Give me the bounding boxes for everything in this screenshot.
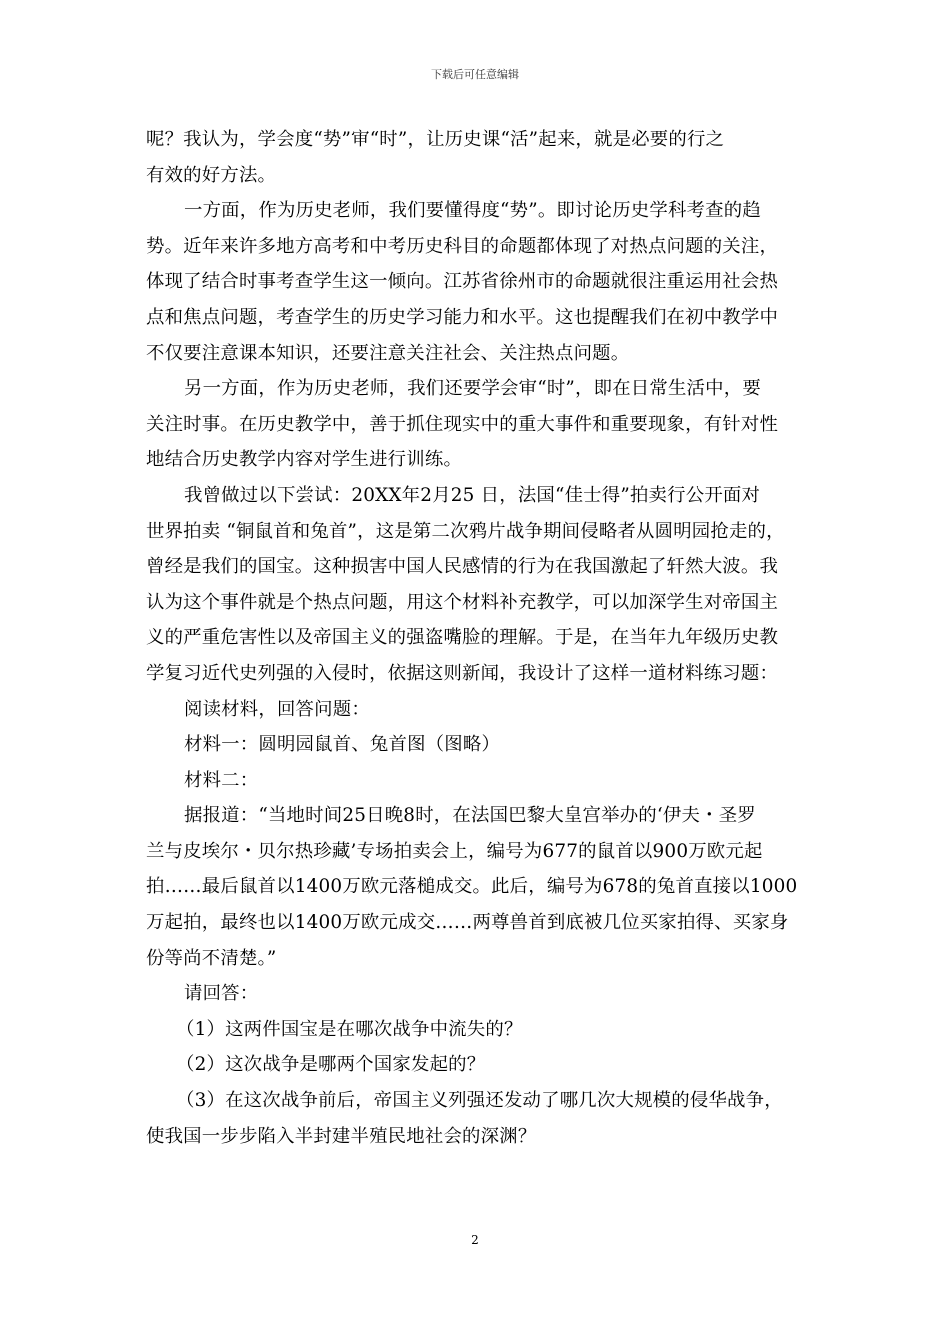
text-line: 兰与皮埃尔・贝尔热珍藏’专场拍卖会上，编号为677的鼠首以900万欧元起 [146,840,763,862]
document-body [146,122,808,1154]
text-line: 请回答： [184,983,259,1005]
text-line: 认为这个事件就是个热点问题，用这个材料补充教学，可以加深学生对帝国主 [146,591,779,613]
text-line: 学复习近代史列强的入侵时，依据这则新闻，我设计了这样一道材料练习题： [146,662,779,684]
text-line: 体现了结合时事考查学生这一倾向。江苏省徐州市的命题就很注重运用社会热 [146,271,779,293]
text-line: 关注时事。在历史教学中，善于抓住现实中的重大事件和重要现象，有针对性 [146,413,779,435]
text-line: 据报道：“当地时间25日晚8时，在法国巴黎大皇宫举办的‘伊夫・圣罗 [184,805,756,827]
text-line: 我曾做过以下尝试：20XX年2月25 日，法国“佳士得”拍卖行公开面对 [184,484,761,506]
page-header: 下载后可任意编辑 [431,68,519,81]
text-line: 势。近年来许多地方高考和中考历史科目的命题都体现了对热点问题的关注， [146,235,779,257]
text-line: 另一方面，作为历史老师，我们还要学会审“时”，即在日常生活中，要 [184,378,761,400]
text-line: 曾经是我们的国宝。这种损害中国人民感情的行为在我国激起了轩然大波。我 [146,556,779,578]
text-line: 使我国一步步陷入半封建半殖民地社会的深渊？ [146,1125,537,1147]
text-line: 份等尚不清楚。” [146,947,277,969]
text-line: 万起拍，最终也以1400万欧元成交……两尊兽首到底被几位买家拍得、买家身 [146,912,789,934]
text-line: 不仅要注意课本知识，还要注意关注社会、关注热点问题。 [146,342,630,364]
text-line: （1）这两件国宝是在哪次战争中流失的？ [176,1018,523,1040]
text-line: （3）在这次战争前后，帝国主义列强还发动了哪几次大规模的侵华战争， [176,1090,783,1112]
text-line: 材料二： [184,769,259,791]
text-line: 拍……最后鼠首以1400万欧元落槌成交。此后，编号为678的兔首直接以1000 [146,876,798,898]
text-line: 世界拍卖 “铜鼠首和兔首”，这是第二次鸦片战争期间侵略者从圆明园抢走的， [146,520,785,542]
text-line: （2）这次战争是哪两个国家发起的？ [176,1054,486,1076]
text-line: 材料一：圆明园鼠首、兔首图（图略） [184,734,501,756]
text-line: 义的严重危害性以及帝国主义的强盗嘴脸的理解。于是，在当年九年级历史教 [146,627,779,649]
text-line: 呢？我认为，学会度“势”审“时”，让历史课“活”起来，就是必要的行之 [146,129,725,150]
text-line: 阅读材料，回答问题： [184,698,370,720]
text-line: 有效的好方法。 [146,164,277,186]
page-number: 2 [471,1233,479,1247]
text-line: 一方面，作为历史老师，我们要懂得度“势”。即讨论历史学科考查的趋 [184,200,761,222]
text-line: 地结合历史教学内容对学生进行训练。 [146,449,463,471]
text-line: 点和焦点问题，考查学生的历史学习能力和水平。这也提醒我们在初中教学中 [146,306,779,328]
